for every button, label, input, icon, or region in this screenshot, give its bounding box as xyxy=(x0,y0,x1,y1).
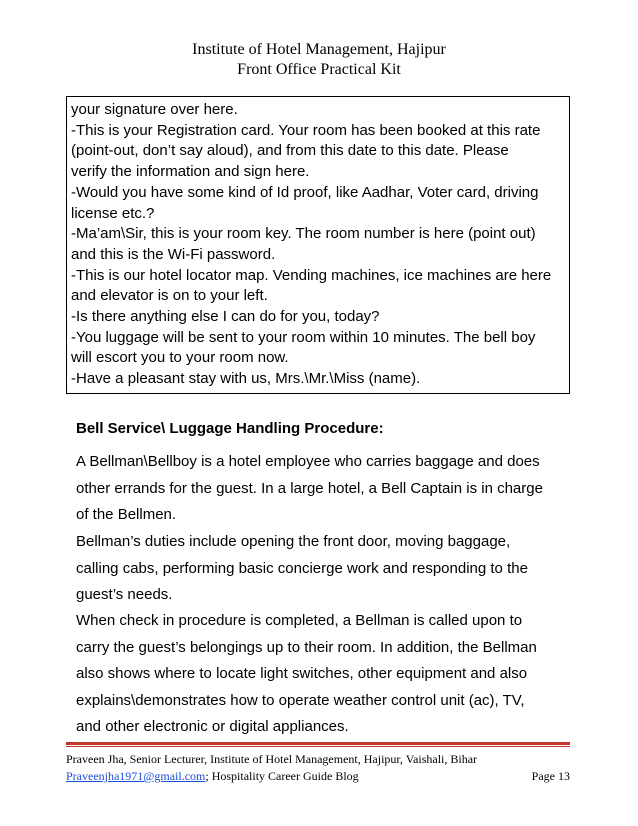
paragraph-line: explains\demonstrates how to operate weather control unit (ac), TV, xyxy=(76,691,525,709)
paragraph-line: carry the guest’s belongings up to their room. In addition, the Bellman xyxy=(76,638,537,656)
paragraph-bellman-definition xyxy=(76,449,576,529)
box-line: will escort you to your room now. xyxy=(71,349,289,367)
footer-rule-thin xyxy=(66,746,570,747)
header-kit-title: Front Office Practical Kit xyxy=(237,61,401,78)
page-footer xyxy=(66,751,570,785)
page-number: Page 13 xyxy=(531,769,570,783)
footer-email-link[interactable]: Praveenjha1971@gmail.com xyxy=(66,769,206,783)
box-line: and this is the Wi-Fi password. xyxy=(71,245,276,263)
header-institute: Institute of Hotel Management, Hajipur xyxy=(192,41,446,58)
box-line: -This is our hotel locator map. Vending machines, ice machines are here xyxy=(71,266,552,284)
box-line: -Ma’am\Sir, this is your room key. The room number is here (point out) xyxy=(71,225,536,243)
paragraph-line: guest’s needs. xyxy=(76,586,173,603)
footer-line-2 xyxy=(66,768,570,785)
dialogue-box xyxy=(66,96,570,394)
box-line: and elevator is on to your left. xyxy=(71,287,268,305)
paragraph-bellman-duties xyxy=(76,529,576,609)
paragraph-line: other errands for the guest. In a large hotel, a Bell Captain is in charge xyxy=(76,479,543,497)
paragraph-line: When check in procedure is completed, a Bellman is called upon to xyxy=(76,612,523,629)
section-heading: Bell Service\ Luggage Handling Procedure: xyxy=(76,420,384,437)
box-line: -You luggage will be sent to your room within 10 minutes. The bell boy xyxy=(71,328,536,346)
footer-blog-text: ; Hospitality Career Guide Blog xyxy=(205,769,359,783)
box-line: -This is your Registration card. Your room has been booked at this rate xyxy=(71,121,541,139)
box-line: -Have a pleasant stay with us, Mrs.\Mr.\Miss (name). xyxy=(71,370,421,388)
footer-author: Praveen Jha, Senior Lecturer, Institute of Hotel Management, Hajipur, Vaishali, Bihar xyxy=(66,752,478,766)
paragraph-line: and other electronic or digital appliances. xyxy=(76,718,349,735)
paragraph-line: also shows where to locate light switches, other equipment and also xyxy=(76,665,528,682)
box-line: (point-out, don’t say aloud), and from this date to this date. Please xyxy=(71,142,509,160)
box-line: -Is there anything else I can do for you, today? xyxy=(71,308,380,326)
footer-rule-thick xyxy=(66,742,570,745)
box-line: license etc.? xyxy=(71,204,155,222)
page-header xyxy=(0,40,638,80)
paragraph-line: A Bellman\Bellboy is a hotel employee who carries baggage and does xyxy=(76,453,540,470)
paragraph-check-in xyxy=(76,608,576,741)
paragraph-line: of the Bellmen. xyxy=(76,506,177,523)
box-line: your signature over here. xyxy=(71,101,238,118)
box-line: -Would you have some kind of Id proof, like Aadhar, Voter card, driving xyxy=(71,183,539,201)
paragraph-line: Bellman’s duties include opening the front door, moving baggage, xyxy=(76,533,511,550)
paragraph-line: calling cabs, performing basic concierge work and responding to the xyxy=(76,559,528,577)
box-line: verify the information and sign here. xyxy=(71,163,310,181)
